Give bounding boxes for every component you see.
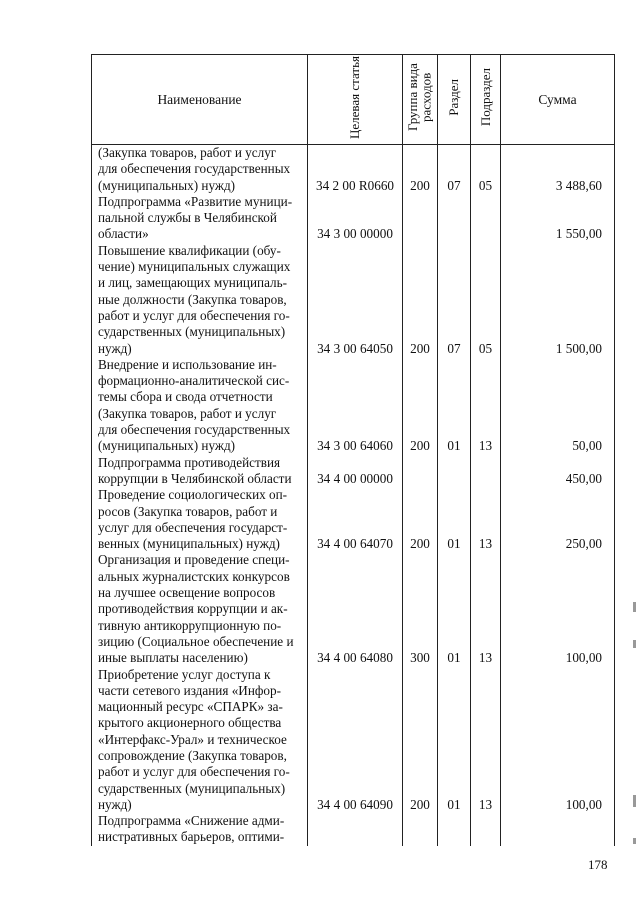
- row-target-code: 34 3 00 64050: [308, 243, 403, 357]
- row-target-code: 34 3 00 64060: [308, 357, 403, 455]
- row-sum: 450,00: [501, 455, 615, 488]
- row-section: 01: [438, 667, 471, 814]
- row-target-code: 34 4 00 00000: [308, 455, 403, 488]
- header-name: Наименование: [92, 55, 308, 145]
- header-group: Группа вида расходов: [403, 55, 438, 145]
- row-group: [403, 194, 438, 243]
- row-sum: 250,00: [501, 487, 615, 552]
- row-section: [438, 813, 471, 846]
- table-row: [92, 243, 615, 357]
- header-section: Раздел: [438, 55, 471, 145]
- row-target-code: 34 4 00 64070: [308, 487, 403, 552]
- row-subsection: [471, 455, 501, 488]
- row-section: 07: [438, 145, 471, 194]
- page-number: 178: [588, 857, 608, 872]
- row-subsection: [471, 194, 501, 243]
- row-name: Приобретение услуг доступа к части сетевого издания «Инфор- мационный ресурс «СПАРК» за- крытого акционерного общества «Интерфакс-Урал» и техническое сопровождение (Закупка товаров, работ и услуг для обеспечения го- сударственных (муниципальных) нужд): [92, 667, 308, 814]
- row-target-code: 34 2 00 R0660: [308, 145, 403, 194]
- row-name: Организация и проведение специ- альных журналистских конкурсов на лучшее освещение вопросов противодействия коррупции и ак- тивную антикоррупционную по- зицию (Социальное обеспечение и иные выплаты населению): [92, 552, 308, 666]
- row-section: 01: [438, 357, 471, 455]
- row-sum: [501, 813, 615, 846]
- header-sum: Сумма: [501, 55, 615, 145]
- row-group: 200: [403, 357, 438, 455]
- row-target-code: 34 3 00 00000: [308, 194, 403, 243]
- budget-table: [91, 54, 615, 846]
- row-name: Повышение квалификации (обу- чение) муниципальных служащих и лиц, замещающих муниципаль- ные должности (Закупка товаров, работ и услуг для обеспечения го- сударственных (муниципальных) нужд): [92, 243, 308, 357]
- row-group: [403, 455, 438, 488]
- row-subsection: 05: [471, 145, 501, 194]
- row-group: 200: [403, 667, 438, 814]
- row-section: 01: [438, 487, 471, 552]
- row-target-code: 34 4 00 64090: [308, 667, 403, 814]
- scan-mark: [633, 640, 636, 648]
- row-subsection: [471, 813, 501, 846]
- table-row: [92, 487, 615, 552]
- table-row: [92, 145, 615, 194]
- row-section: 01: [438, 552, 471, 666]
- row-subsection: 13: [471, 667, 501, 814]
- row-group: 300: [403, 552, 438, 666]
- row-name: Внедрение и использование ин- формационно-аналитической сис- темы сбора и свода отчетности (Закупка товаров, работ и услуг для обеспечения государственных (муниципальных) нужд): [92, 357, 308, 455]
- row-subsection: 13: [471, 552, 501, 666]
- table-row: [92, 667, 615, 814]
- row-name: Подпрограмма «Развитие муници- пальной службы в Челябинской области»: [92, 194, 308, 243]
- table-row: [92, 455, 615, 488]
- header-target: Целевая статья: [308, 55, 403, 145]
- table-row: [92, 357, 615, 455]
- row-section: 07: [438, 243, 471, 357]
- row-target-code: 34 4 00 64080: [308, 552, 403, 666]
- row-group: 200: [403, 145, 438, 194]
- row-sum: 50,00: [501, 357, 615, 455]
- header-subsection: Подраздел: [471, 55, 501, 145]
- row-target-code: [308, 813, 403, 846]
- table-body: [92, 145, 615, 846]
- row-section: [438, 455, 471, 488]
- row-subsection: 13: [471, 357, 501, 455]
- row-sum: 100,00: [501, 667, 615, 814]
- row-name: Подпрограмма противодействия коррупции в Челябинской области: [92, 455, 308, 488]
- row-subsection: 13: [471, 487, 501, 552]
- row-subsection: 05: [471, 243, 501, 357]
- table-header-row: [92, 55, 615, 145]
- row-group: [403, 813, 438, 846]
- row-sum: 1 500,00: [501, 243, 615, 357]
- table-row: [92, 552, 615, 666]
- row-sum: 100,00: [501, 552, 615, 666]
- row-sum: 3 488,60: [501, 145, 615, 194]
- table-row: [92, 813, 615, 846]
- row-section: [438, 194, 471, 243]
- scan-mark: [633, 795, 636, 807]
- row-group: 200: [403, 243, 438, 357]
- row-group: 200: [403, 487, 438, 552]
- row-sum: 1 550,00: [501, 194, 615, 243]
- scan-mark: [633, 602, 636, 612]
- scan-mark: [633, 838, 636, 844]
- row-name: Проведение социологических оп- росов (Закупка товаров, работ и услуг для обеспечения государст- венных (муниципальных) нужд): [92, 487, 308, 552]
- table-row: [92, 194, 615, 243]
- row-name: Подпрограмма «Снижение адми- нистративных барьеров, оптими-: [92, 813, 308, 846]
- row-name: (Закупка товаров, работ и услуг для обеспечения государственных (муниципальных) нужд): [92, 145, 308, 194]
